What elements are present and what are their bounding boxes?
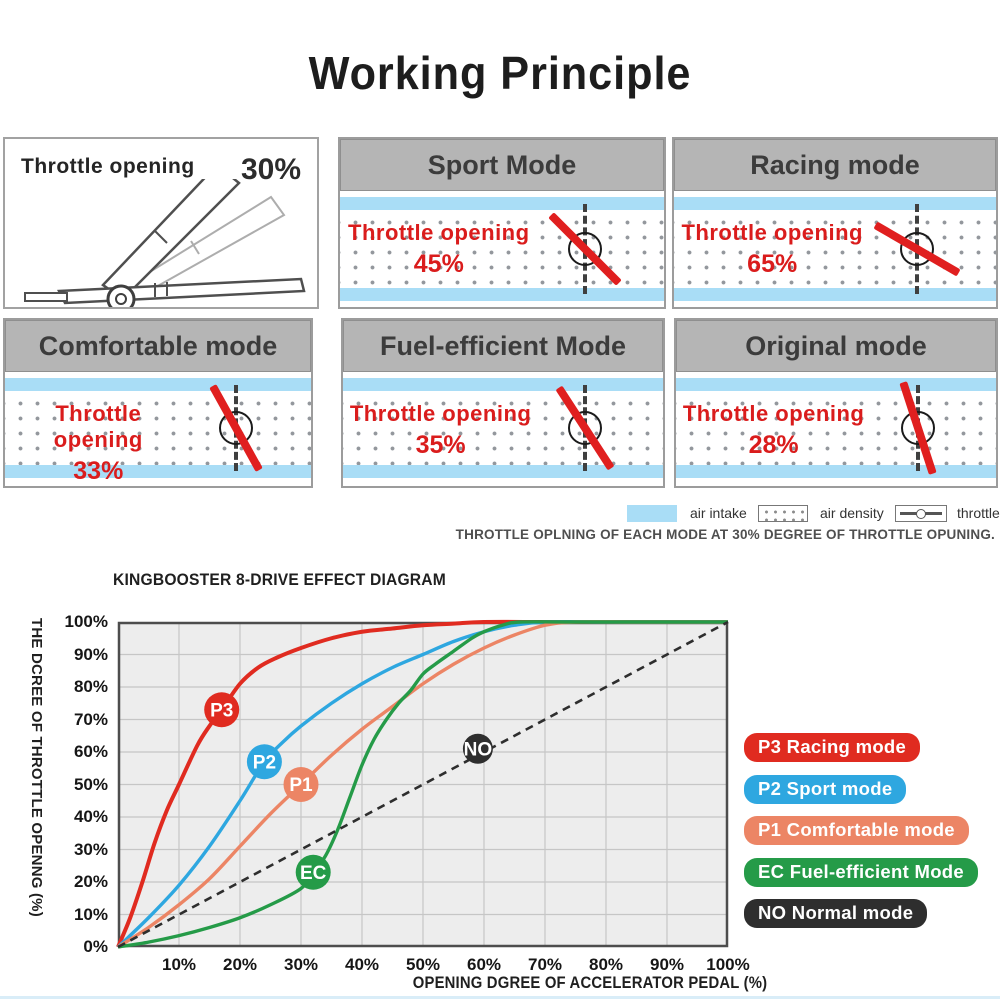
mode-panel-comfortable [3, 318, 313, 488]
series-badge-label: P3 [210, 700, 234, 722]
air-intake-bar [340, 197, 664, 210]
air-intake-bar [343, 465, 663, 478]
mode-diagram [5, 378, 311, 485]
y-tick-label: 40% [73, 807, 108, 826]
chart-title: KINGBOOSTER 8-DRIVE EFFECT DIAGRAM [113, 570, 446, 589]
throttle-opening-value: 35% [415, 431, 466, 459]
air-intake-bar [676, 378, 996, 391]
mode-diagram [674, 197, 996, 301]
y-tick-label: 90% [73, 644, 108, 664]
throttle-opening-value: 45% [413, 250, 464, 278]
air-density-legend-label: air density [820, 505, 884, 521]
mode-panel-fuel-efficient [341, 318, 665, 488]
page-title: Working Principle [308, 47, 692, 99]
legend-pill-P1: P1 Comfortable mode [744, 816, 969, 845]
air-intake-bar [676, 465, 996, 478]
y-tick-label: 30% [73, 839, 108, 859]
x-tick-label: 70% [527, 955, 563, 974]
x-tick-label: 60% [466, 955, 502, 974]
throttle-opening-label: Throttle opening [349, 401, 532, 426]
x-tick-label: 100% [706, 955, 750, 974]
diagram-caption: THROTTLE OPLNING OF EACH MODE AT 30% DEGREE OF THROTTLE OPUNING. [455, 527, 995, 542]
x-axis-label: OPENING DGREE OF ACCELERATOR PEDAL (%) [412, 974, 768, 992]
mode-title: Racing mode [674, 139, 996, 191]
air-density-swatch [758, 505, 808, 522]
throttle-opening-value: 28% [748, 431, 799, 459]
x-tick-label: 90% [649, 955, 685, 974]
air-density-zone [5, 391, 311, 485]
y-tick-label: 60% [73, 742, 108, 761]
x-tick-label: 80% [588, 955, 624, 974]
series-badge-label: P1 [289, 775, 313, 796]
air-intake-bar [5, 378, 311, 391]
throttle-legend-label: throttle [957, 505, 1000, 521]
chart-svg [118, 622, 728, 947]
x-tick-label: 50% [405, 955, 441, 974]
pedal-illustration [5, 179, 317, 307]
mode-title: Sport Mode [340, 139, 664, 191]
intro-panel [3, 137, 319, 309]
mode-panel-original [674, 318, 998, 488]
air-intake-swatch [627, 505, 677, 522]
air-intake-bar [340, 288, 664, 301]
air-density-zone [340, 210, 664, 288]
air-intake-bar [674, 288, 996, 301]
y-tick-label: 100% [64, 612, 108, 631]
throttle-opening-label: Throttle opening [681, 220, 863, 245]
mode-title: Comfortable mode [5, 320, 311, 372]
mode-title: Original mode [676, 320, 996, 372]
throttle-swatch [895, 505, 947, 522]
legend-pill-EC: EC Fuel-efficient Mode [744, 858, 978, 887]
chart-legend [744, 733, 978, 941]
y-tick-label: 50% [73, 774, 108, 794]
legend-pill-NO: NO Normal mode [744, 899, 927, 928]
y-tick-label: 80% [73, 677, 108, 696]
x-tick-label: 20% [222, 955, 258, 974]
throttle-opening-value: 33% [73, 457, 124, 485]
legend-pill-P3: P3 Racing mode [744, 733, 920, 762]
y-tick-label: 70% [73, 709, 108, 729]
air-intake-bar [674, 197, 996, 210]
line-chart-plot-area [118, 622, 728, 947]
air-intake-legend-label: air intake [690, 505, 747, 521]
air-density-zone [676, 391, 996, 465]
throttle-opening-label: Throttle opening [682, 401, 865, 426]
bottom-divider [0, 996, 1000, 999]
series-badge-label: P2 [252, 752, 277, 774]
mode-panel-sport [338, 137, 666, 309]
air-intake-bar [343, 378, 663, 391]
mode-diagram [343, 378, 663, 478]
diagram-legend [0, 503, 1000, 525]
air-density-zone [343, 391, 663, 465]
series-badge-label: EC [299, 862, 327, 884]
y-tick-label: 0% [83, 937, 108, 956]
intro-throttle-value: 30% [240, 153, 301, 186]
y-axis-label: THE DCREE OF THROTTLE OPENNG (%) [28, 617, 45, 917]
mode-title: Fuel-efficient Mode [343, 320, 663, 372]
throttle-opening-value: 65% [747, 250, 798, 278]
x-tick-label: 40% [344, 955, 380, 974]
y-tick-label: 10% [73, 904, 108, 924]
throttle-opening-label: Throttle opening [348, 220, 530, 245]
series-badge-label: NO [463, 739, 493, 761]
mode-panel-racing [672, 137, 998, 309]
x-tick-label: 10% [161, 955, 197, 974]
throttle-opening-label: Throttle opening [53, 401, 143, 452]
mode-diagram [340, 197, 664, 301]
x-tick-label: 30% [283, 955, 319, 974]
mode-diagram [676, 378, 996, 478]
legend-pill-P2: P2 Sport mode [744, 775, 906, 804]
air-density-zone [674, 210, 996, 288]
y-tick-label: 20% [73, 872, 108, 891]
intro-throttle-label: Throttle opening [21, 155, 195, 178]
